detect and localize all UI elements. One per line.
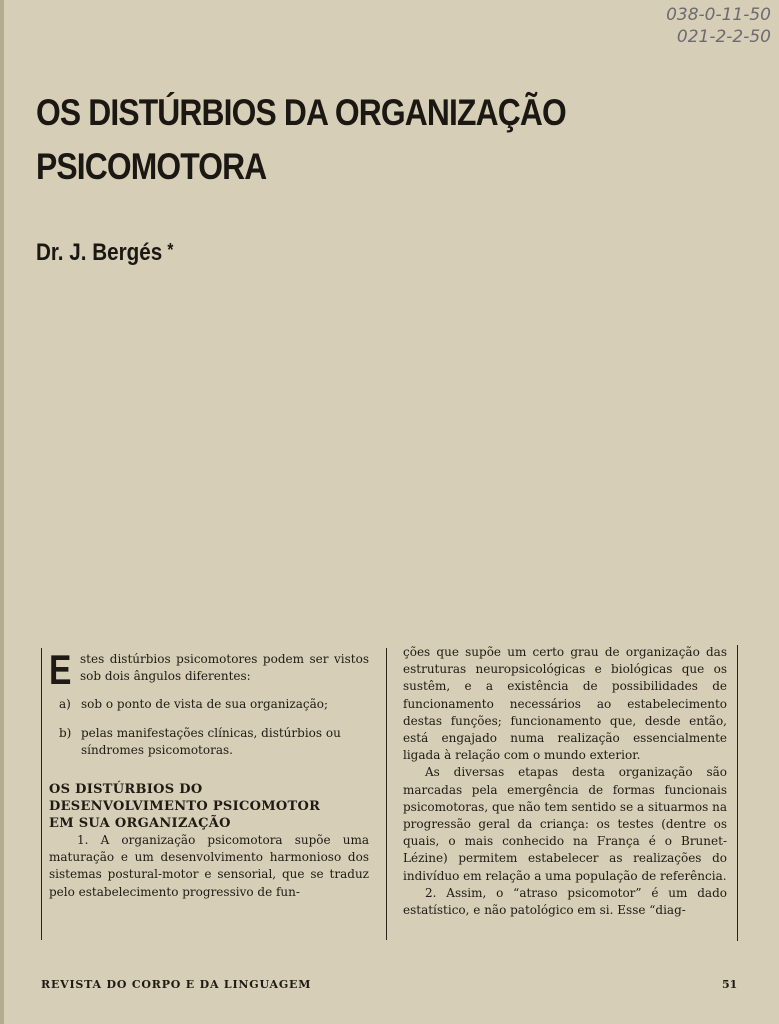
section-heading-line: EM SUA ORGANIZAÇÃO — [49, 816, 231, 832]
author-footnote-mark: * — [167, 240, 174, 260]
middle-column-rule — [386, 648, 387, 940]
list-marker: a) — [59, 697, 71, 712]
right-column — [403, 644, 727, 919]
paragraph-1: 1. A organização psicomotora supõe uma maturação e um desenvolvimento harmonioso dos sistemas postural-motor e sensorial, que se traduz pelo estabelecimento progressivo de fun- — [49, 833, 369, 899]
list-item — [49, 725, 369, 759]
left-column-rule — [41, 648, 42, 940]
page-number: 51 — [722, 978, 738, 991]
title-line-2: PSICOMOTORA — [36, 146, 267, 187]
handwritten-annotation — [666, 4, 771, 48]
list-text: pelas manifestações clínicas, distúrbios ou síndromes psicomotoras. — [81, 725, 341, 757]
intro-paragraph — [49, 645, 369, 693]
page-edge — [0, 0, 4, 1024]
title-line-1: OS DISTÚRBIOS DA ORGANIZAÇÃO — [36, 92, 566, 133]
paragraph-3: 2. Assim, o “atraso psicomotor” é um dado estatístico, e não patológico em si. Esse “diag- — [403, 885, 727, 918]
article-title — [36, 86, 638, 194]
handwritten-code-2: 021-2-2-50 — [676, 27, 771, 47]
list-item — [49, 696, 369, 713]
journal-name: REVISTA DO CORPO E DA LINGUAGEM — [41, 978, 312, 991]
section-heading-line: OS DISTÚRBIOS DO — [49, 782, 203, 798]
handwritten-code-1: 038-0-11-50 — [666, 5, 771, 25]
list-text: sob o ponto de vista de sua organização; — [81, 697, 329, 712]
author-name: Dr. J. Bergés — [36, 239, 163, 266]
drop-cap: E — [49, 646, 72, 693]
section-heading — [49, 781, 369, 832]
continuation-paragraph: ções que supõe um certo grau de organização das estruturas neuropsicológicas e biológicas que os sustêm, e a existência de possibilidades de funcionamento necessários ao estabelecimento destas funções; funcionamento que, desde então, está engajado numa realização essencialmente ligada à relação com o mundo exterior. — [403, 645, 727, 763]
section-heading-line: DESENVOLVIMENTO PSICOMOTOR — [49, 799, 321, 815]
right-column-rule — [737, 645, 738, 941]
left-column — [49, 645, 369, 901]
paragraph-2: As diversas etapas desta organização são marcadas pela emergência de formas funcionais psicomotoras, que não tem sentido se a situarmos na progressão geral da criança: os testes (dentre os quais, o mais conhecido na França é o Brunet-Lézine) permitem estabelecer as realizações do indivíduo em relação a uma população de referência. — [403, 765, 727, 883]
intro-text: stes distúrbios psicomotores podem ser vistos sob dois ângulos diferentes: — [80, 652, 369, 684]
author-line — [36, 239, 173, 267]
list-marker: b) — [59, 725, 72, 740]
